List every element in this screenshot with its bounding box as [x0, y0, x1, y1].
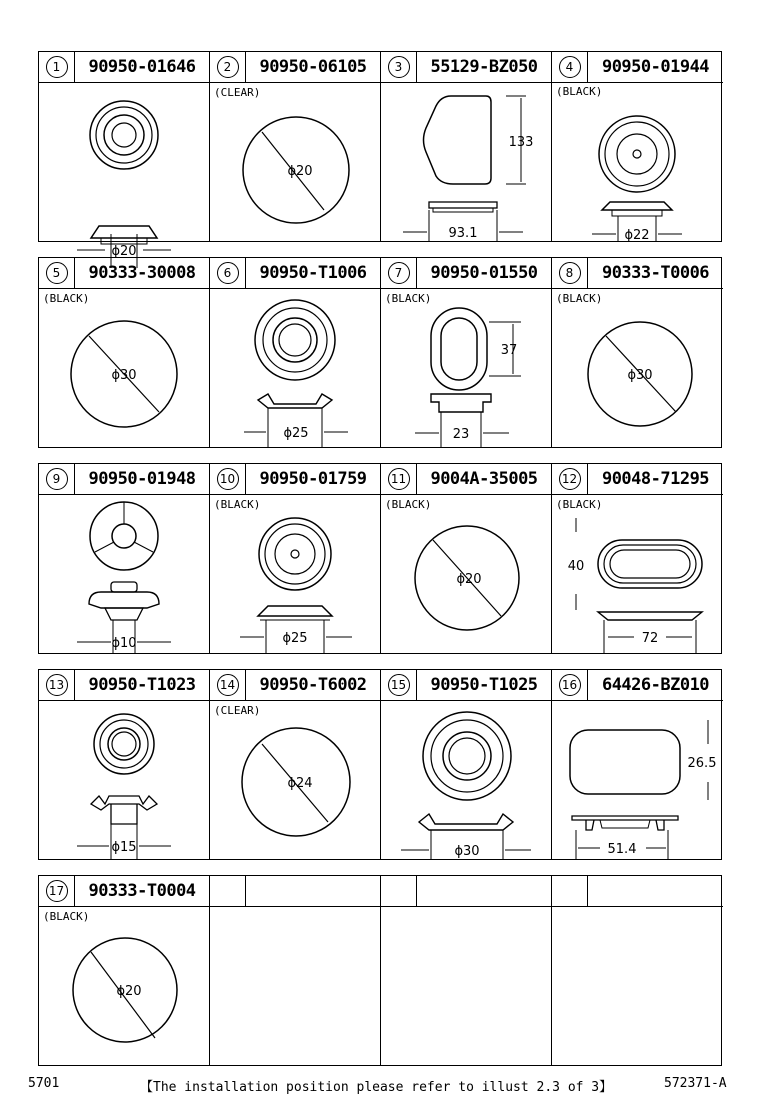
parts-row-2 [38, 257, 722, 448]
dimension-label: ϕ20 [111, 244, 137, 259]
clip-drawing [39, 700, 210, 860]
part-cell-10 [210, 464, 381, 653]
item-number: 3 [388, 56, 410, 78]
part-number: 90950-01759 [259, 469, 367, 489]
item-number: 10 [217, 468, 239, 490]
part-number: 90950-01948 [88, 469, 196, 489]
parts-row-1 [38, 51, 722, 259]
part-number: 90950-T1023 [88, 675, 196, 695]
color-note: (CLEAR) [214, 86, 261, 99]
part-cell-14 [210, 670, 381, 859]
plug-drawing [381, 494, 552, 654]
part-number: 90950-01944 [601, 57, 710, 77]
dimension-label: ϕ30 [454, 844, 480, 859]
plug-drawing [210, 82, 381, 242]
parts-row-3 [38, 463, 722, 654]
grommet-drawing [381, 288, 552, 448]
dimension-label-height: 26.5 [687, 756, 717, 771]
part-cell-2 [210, 52, 381, 241]
dimension-label: ϕ22 [624, 228, 650, 243]
empty-cell [381, 876, 552, 1065]
part-number: 55129-BZ050 [430, 57, 538, 77]
color-note: (BLACK) [43, 910, 90, 923]
dimension-label: ϕ20 [287, 164, 313, 179]
dimension-label: ϕ30 [111, 368, 137, 383]
dimension-label: ϕ10 [111, 636, 137, 651]
item-number: 6 [217, 262, 239, 284]
dimension-label-height: 37 [500, 343, 518, 358]
dimension-label: ϕ25 [282, 631, 308, 646]
dimension-label: ϕ15 [111, 840, 137, 855]
part-number: 90333-30008 [88, 263, 196, 283]
color-note: (BLACK) [556, 85, 603, 98]
item-number: 16 [559, 674, 581, 696]
item-number: 11 [388, 468, 410, 490]
dimension-label: ϕ20 [456, 572, 482, 587]
dimension-label: 23 [452, 427, 470, 442]
plug-drawing [210, 700, 381, 860]
footer-illustration-id: 572371-A [664, 1076, 727, 1091]
item-number: 12 [559, 468, 581, 490]
part-number: 90950-06105 [259, 57, 367, 77]
grommet-drawing [39, 82, 210, 259]
item-number: 9 [46, 468, 68, 490]
part-cell-17 [39, 876, 210, 1065]
dimension-label: ϕ20 [116, 984, 142, 999]
empty-cell [210, 876, 381, 1065]
grommet-drawing [552, 82, 723, 242]
part-cell-13 [39, 670, 210, 859]
dimension-label: 51.4 [607, 842, 637, 857]
item-number: 8 [559, 262, 581, 284]
item-number: 7 [388, 262, 410, 284]
color-note: (BLACK) [556, 498, 603, 511]
item-number: 17 [46, 880, 68, 902]
item-number: 4 [559, 56, 581, 78]
parts-row-4 [38, 669, 722, 860]
item-number: 5 [46, 262, 68, 284]
dimension-label: 72 [641, 631, 659, 646]
part-number: 90950-T1025 [430, 675, 538, 695]
item-number: 14 [217, 674, 239, 696]
plug-drawing [552, 288, 723, 448]
part-number: 90333-T0004 [88, 881, 196, 901]
plug-drawing [381, 82, 552, 242]
part-cell-1 [39, 52, 210, 259]
item-number: 13 [46, 674, 68, 696]
part-number: 90950-T6002 [259, 675, 367, 695]
item-number: 1 [46, 56, 68, 78]
grommet-drawing [210, 494, 381, 654]
clip-drawing [552, 700, 723, 860]
grommet-drawing [381, 700, 552, 860]
dimension-label: ϕ24 [287, 776, 313, 791]
grommet-drawing [210, 288, 381, 448]
part-cell-12 [552, 464, 723, 653]
footer-page-code: 5701 [28, 1076, 60, 1091]
part-cell-5 [39, 258, 210, 447]
part-cell-4 [552, 52, 723, 241]
color-note: (CLEAR) [214, 704, 261, 717]
plug-drawing [39, 906, 210, 1066]
part-cell-9 [39, 464, 210, 653]
color-note: (BLACK) [556, 292, 603, 305]
footer-note: 【The installation position please refer to illust 2.3 of 3】 [140, 1080, 613, 1095]
part-cell-11 [381, 464, 552, 653]
part-cell-15 [381, 670, 552, 859]
color-note: (BLACK) [214, 498, 261, 511]
part-cell-3 [381, 52, 552, 241]
color-note: (BLACK) [385, 498, 432, 511]
part-number: 9004A-35005 [430, 469, 538, 489]
parts-row-5 [38, 875, 722, 1066]
color-note: (BLACK) [43, 292, 90, 305]
dimension-label: ϕ25 [283, 426, 309, 441]
empty-cell [552, 876, 723, 1065]
part-number: 90950-01646 [88, 57, 196, 77]
part-cell-8 [552, 258, 723, 447]
dimension-label: ϕ30 [627, 368, 653, 383]
grommet-drawing [39, 494, 210, 654]
part-number: 64426-BZ010 [601, 675, 710, 695]
item-number: 2 [217, 56, 239, 78]
dimension-label-height: 133 [508, 135, 534, 150]
plug-drawing [39, 288, 210, 448]
dimension-label-height: 40 [567, 559, 585, 574]
part-cell-6 [210, 258, 381, 447]
part-cell-16 [552, 670, 723, 859]
grommet-drawing [552, 494, 723, 654]
part-number: 90333-T0006 [601, 263, 710, 283]
dimension-label: 93.1 [448, 226, 478, 241]
part-cell-7 [381, 258, 552, 447]
part-number: 90950-T1006 [259, 263, 367, 283]
part-number: 90048-71295 [601, 469, 710, 489]
item-number: 15 [388, 674, 410, 696]
part-number: 90950-01550 [430, 263, 538, 283]
color-note: (BLACK) [385, 292, 432, 305]
